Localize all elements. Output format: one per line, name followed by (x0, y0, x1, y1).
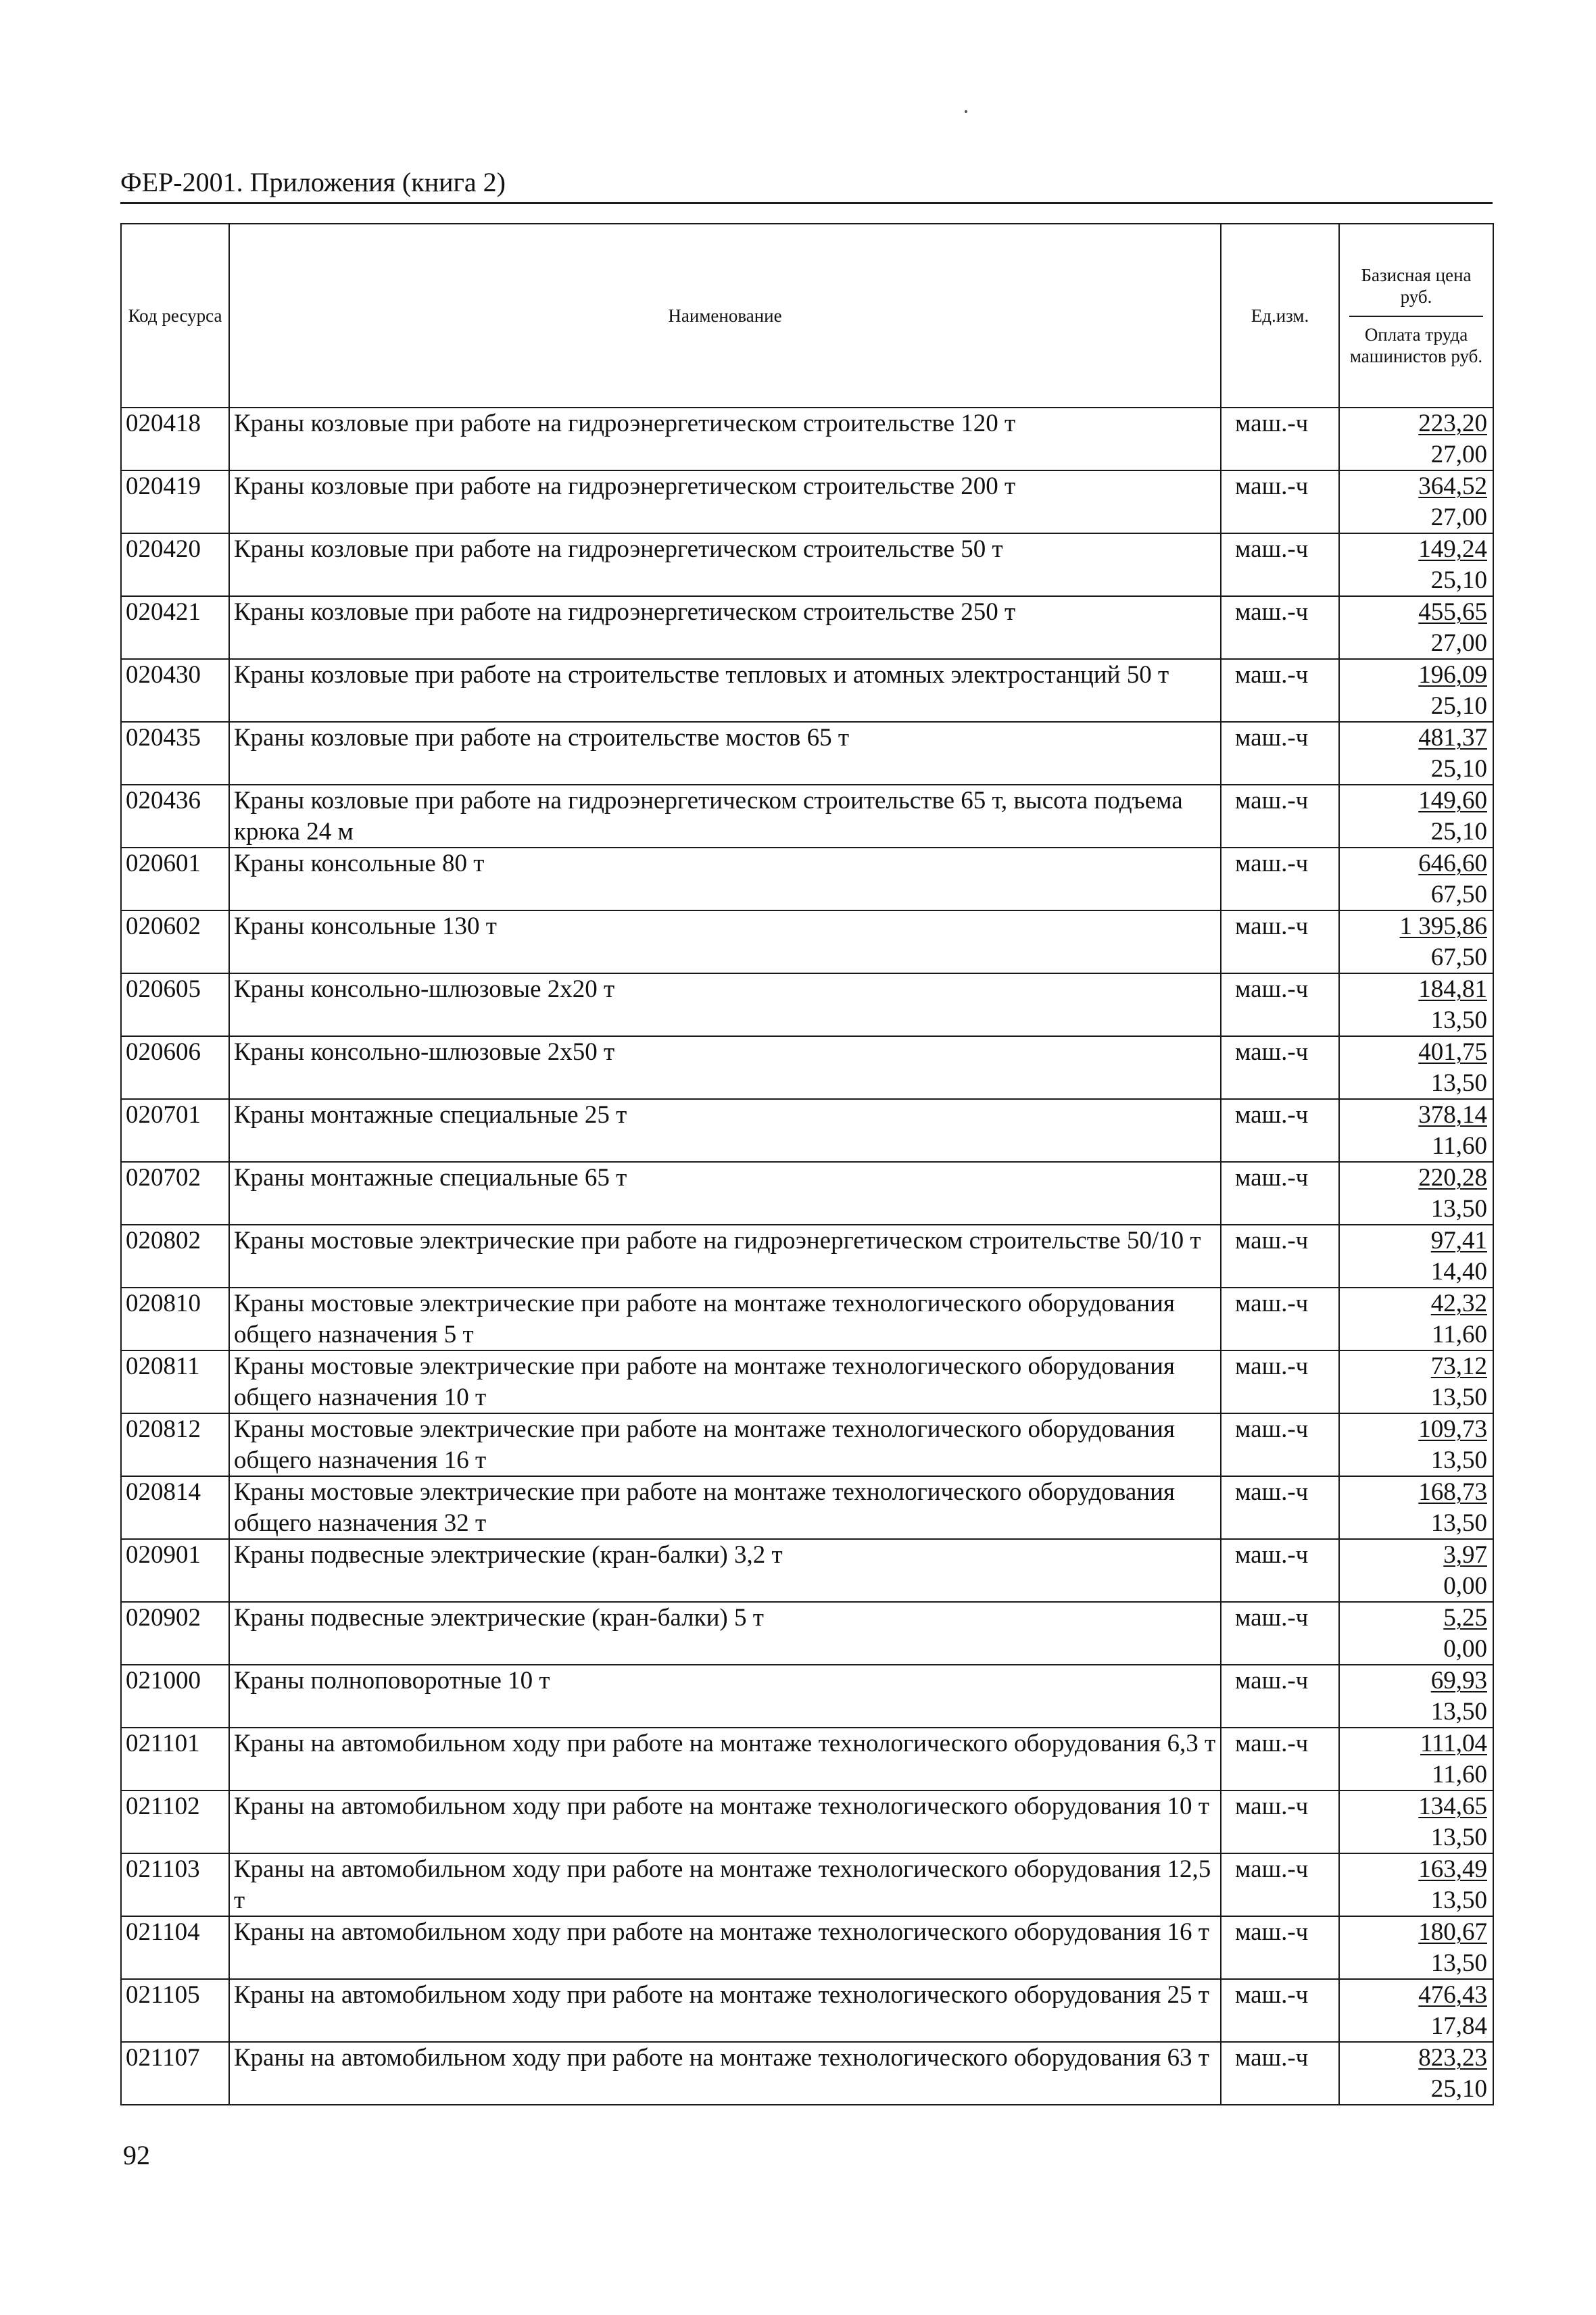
price-cell (1339, 533, 1493, 596)
resource-name: Краны мостовые электрические при работе на монтаже технологического оборудования общего назначения 10 т (229, 1350, 1221, 1413)
resource-code: 021105 (121, 1979, 229, 2042)
table-row (121, 1728, 1493, 1790)
operator-wage: 11,60 (1432, 1131, 1487, 1160)
header-price-base: Базисная цена руб. (1349, 264, 1483, 317)
base-price: 109,73 (1418, 1415, 1487, 1443)
table-row (121, 848, 1493, 910)
header-price (1339, 224, 1493, 408)
unit-of-measure: маш.-ч (1221, 1602, 1339, 1665)
resource-code: 020418 (121, 408, 229, 470)
header-unit: Ед.изм. (1221, 224, 1339, 408)
price-table (120, 223, 1494, 2105)
header-name: Наименование (229, 224, 1221, 408)
operator-wage: 25,10 (1430, 817, 1487, 846)
resource-code: 020602 (121, 910, 229, 973)
base-price: 149,24 (1418, 535, 1487, 563)
resource-name: Краны консольные 130 т (229, 910, 1221, 973)
operator-wage: 13,50 (1430, 1697, 1487, 1726)
table-row (121, 722, 1493, 785)
price-cell (1339, 1476, 1493, 1539)
table-row (121, 910, 1493, 973)
resource-name: Краны на автомобильном ходу при работе на монтаже технологического оборудования 16 т (229, 1916, 1221, 1979)
base-price: 134,65 (1418, 1793, 1487, 1820)
resource-code: 020605 (121, 973, 229, 1036)
unit-of-measure: маш.-ч (1221, 1476, 1339, 1539)
table-row (121, 1288, 1493, 1350)
operator-wage: 25,10 (1430, 2074, 1487, 2103)
resource-code: 020814 (121, 1476, 229, 1539)
table-row (121, 1413, 1493, 1476)
header-price-labor: Оплата труда машинистов руб. (1349, 324, 1483, 366)
resource-code: 021102 (121, 1790, 229, 1853)
base-price: 364,52 (1418, 472, 1487, 500)
unit-of-measure: маш.-ч (1221, 1853, 1339, 1916)
operator-wage: 25,10 (1430, 691, 1487, 720)
operator-wage: 25,10 (1430, 754, 1487, 783)
resource-name: Краны козловые при работе на гидроэнергетическом строительстве 50 т (229, 533, 1221, 596)
resource-code: 020811 (121, 1350, 229, 1413)
resource-name: Краны козловые при работе на строительстве мостов 65 т (229, 722, 1221, 785)
base-price: 69,93 (1430, 1667, 1487, 1695)
base-price: 163,49 (1418, 1855, 1487, 1883)
operator-wage: 27,00 (1430, 629, 1487, 657)
price-cell (1339, 722, 1493, 785)
unit-of-measure: маш.-ч (1221, 1916, 1339, 1979)
base-price: 378,14 (1418, 1101, 1487, 1129)
unit-of-measure: маш.-ч (1221, 1728, 1339, 1790)
resource-code: 020701 (121, 1099, 229, 1162)
base-price: 646,60 (1418, 850, 1487, 877)
table-body (121, 408, 1493, 2105)
unit-of-measure: маш.-ч (1221, 910, 1339, 973)
base-price: 149,60 (1418, 787, 1487, 814)
unit-of-measure: маш.-ч (1221, 1413, 1339, 1476)
operator-wage: 13,50 (1430, 1383, 1487, 1411)
base-price: 111,04 (1420, 1730, 1487, 1757)
price-cell (1339, 1350, 1493, 1413)
resource-code: 020421 (121, 596, 229, 659)
price-cell (1339, 1602, 1493, 1665)
operator-wage: 13,50 (1430, 1446, 1487, 1474)
table-row (121, 533, 1493, 596)
resource-code: 020802 (121, 1225, 229, 1288)
price-table-container (120, 223, 1493, 2105)
price-cell (1339, 1162, 1493, 1225)
price-cell (1339, 1728, 1493, 1790)
operator-wage: 0,00 (1443, 1634, 1487, 1663)
resource-name: Краны козловые при работе на гидроэнергетическом строительстве 200 т (229, 470, 1221, 533)
table-row (121, 408, 1493, 470)
table-row (121, 659, 1493, 722)
resource-name: Краны полноповоротные 10 т (229, 1665, 1221, 1728)
resource-name: Краны на автомобильном ходу при работе на монтаже технологического оборудования 63 т (229, 2042, 1221, 2105)
resource-name: Краны мостовые электрические при работе на монтаже технологического оборудования общего назначения 32 т (229, 1476, 1221, 1539)
operator-wage: 27,00 (1430, 440, 1487, 468)
resource-code: 020430 (121, 659, 229, 722)
price-cell (1339, 1979, 1493, 2042)
unit-of-measure: маш.-ч (1221, 1665, 1339, 1728)
price-cell (1339, 2042, 1493, 2105)
resource-name: Краны козловые при работе на строительстве тепловых и атомных электростанций 50 т (229, 659, 1221, 722)
unit-of-measure: маш.-ч (1221, 2042, 1339, 2105)
base-price: 42,32 (1430, 1290, 1487, 1317)
unit-of-measure: маш.-ч (1221, 1790, 1339, 1853)
resource-code: 020419 (121, 470, 229, 533)
price-cell (1339, 596, 1493, 659)
operator-wage: 11,60 (1432, 1320, 1487, 1348)
resource-code: 021107 (121, 2042, 229, 2105)
resource-code: 020606 (121, 1036, 229, 1099)
table-row (121, 1476, 1493, 1539)
operator-wage: 17,84 (1430, 2012, 1487, 2040)
price-cell (1339, 1288, 1493, 1350)
operator-wage: 13,50 (1430, 1823, 1487, 1851)
table-row (121, 1225, 1493, 1288)
operator-wage: 13,50 (1430, 1069, 1487, 1097)
unit-of-measure: маш.-ч (1221, 722, 1339, 785)
resource-code: 021104 (121, 1916, 229, 1979)
price-cell (1339, 659, 1493, 722)
operator-wage: 67,50 (1430, 880, 1487, 908)
operator-wage: 13,50 (1430, 1949, 1487, 1977)
resource-name: Краны на автомобильном ходу при работе на монтаже технологического оборудования 12,5 т (229, 1853, 1221, 1916)
table-row (121, 1350, 1493, 1413)
base-price: 97,41 (1430, 1227, 1487, 1254)
table-header-row (121, 224, 1493, 408)
resource-name: Краны консольные 80 т (229, 848, 1221, 910)
resource-name: Краны козловые при работе на гидроэнергетическом строительстве 65 т, высота подъема крюка 24 м (229, 785, 1221, 848)
operator-wage: 27,00 (1430, 503, 1487, 531)
resource-code: 020436 (121, 785, 229, 848)
resource-name: Краны монтажные специальные 25 т (229, 1099, 1221, 1162)
resource-name: Краны подвесные электрические (кран-балки) 3,2 т (229, 1539, 1221, 1602)
resource-code: 020901 (121, 1539, 229, 1602)
unit-of-measure: маш.-ч (1221, 1288, 1339, 1350)
table-row (121, 2042, 1493, 2105)
unit-of-measure: маш.-ч (1221, 785, 1339, 848)
price-cell (1339, 1665, 1493, 1728)
operator-wage: 13,50 (1430, 1886, 1487, 1914)
price-cell (1339, 1853, 1493, 1916)
price-cell (1339, 470, 1493, 533)
operator-wage: 14,40 (1430, 1257, 1487, 1286)
operator-wage: 13,50 (1430, 1509, 1487, 1537)
resource-name: Краны мостовые электрические при работе на монтаже технологического оборудования общего назначения 16 т (229, 1413, 1221, 1476)
price-cell (1339, 848, 1493, 910)
base-price: 823,23 (1418, 2044, 1487, 2072)
resource-name: Краны монтажные специальные 65 т (229, 1162, 1221, 1225)
resource-name: Краны подвесные электрические (кран-балки) 5 т (229, 1602, 1221, 1665)
resource-name: Краны козловые при работе на гидроэнергетическом строительстве 120 т (229, 408, 1221, 470)
unit-of-measure: маш.-ч (1221, 470, 1339, 533)
unit-of-measure: маш.-ч (1221, 1036, 1339, 1099)
header-code: Код ресурса (121, 224, 229, 408)
resource-name: Краны консольно-шлюзовые 2х50 т (229, 1036, 1221, 1099)
price-cell (1339, 1916, 1493, 1979)
base-price: 168,73 (1418, 1478, 1487, 1506)
resource-code: 021101 (121, 1728, 229, 1790)
price-cell (1339, 1225, 1493, 1288)
table-row (121, 785, 1493, 848)
operator-wage: 13,50 (1430, 1194, 1487, 1223)
base-price: 220,28 (1418, 1164, 1487, 1192)
table-row (121, 470, 1493, 533)
table-row (121, 1099, 1493, 1162)
resource-code: 020812 (121, 1413, 229, 1476)
base-price: 476,43 (1418, 1981, 1487, 2009)
unit-of-measure: маш.-ч (1221, 1539, 1339, 1602)
table-row (121, 1665, 1493, 1728)
table-row (121, 1979, 1493, 2042)
resource-code: 021000 (121, 1665, 229, 1728)
page-number: 92 (123, 2140, 150, 2170)
unit-of-measure: маш.-ч (1221, 408, 1339, 470)
base-price: 73,12 (1430, 1353, 1487, 1380)
resource-name: Краны на автомобильном ходу при работе на монтаже технологического оборудования 25 т (229, 1979, 1221, 2042)
price-cell (1339, 1790, 1493, 1853)
resource-code: 021103 (121, 1853, 229, 1916)
price-cell (1339, 910, 1493, 973)
table-row (121, 1602, 1493, 1665)
unit-of-measure: маш.-ч (1221, 1979, 1339, 2042)
base-price: 180,67 (1418, 1918, 1487, 1946)
resource-name: Краны мостовые электрические при работе на монтаже технологического оборудования общего назначения 5 т (229, 1288, 1221, 1350)
unit-of-measure: маш.-ч (1221, 848, 1339, 910)
scan-speck (965, 110, 967, 113)
table-row (121, 1162, 1493, 1225)
base-price: 481,37 (1418, 724, 1487, 752)
table-row (121, 1853, 1493, 1916)
base-price: 401,75 (1418, 1038, 1487, 1066)
unit-of-measure: маш.-ч (1221, 659, 1339, 722)
resource-code: 020420 (121, 533, 229, 596)
base-price: 1 395,86 (1399, 912, 1487, 940)
table-row (121, 1790, 1493, 1853)
operator-wage: 67,50 (1430, 943, 1487, 971)
resource-name: Краны мостовые электрические при работе на гидроэнергетическом строительстве 50/10 т (229, 1225, 1221, 1288)
base-price: 455,65 (1418, 598, 1487, 626)
price-cell (1339, 973, 1493, 1036)
resource-code: 020435 (121, 722, 229, 785)
unit-of-measure: маш.-ч (1221, 973, 1339, 1036)
base-price: 5,25 (1443, 1604, 1487, 1632)
page-title: ФЕР-2001. Приложения (книга 2) (120, 166, 1493, 204)
resource-code: 020810 (121, 1288, 229, 1350)
resource-code: 020902 (121, 1602, 229, 1665)
table-row (121, 1916, 1493, 1979)
operator-wage: 25,10 (1430, 566, 1487, 594)
base-price: 184,81 (1418, 975, 1487, 1003)
unit-of-measure: маш.-ч (1221, 1350, 1339, 1413)
resource-code: 020702 (121, 1162, 229, 1225)
unit-of-measure: маш.-ч (1221, 596, 1339, 659)
base-price: 223,20 (1418, 410, 1487, 437)
price-cell (1339, 785, 1493, 848)
resource-name: Краны на автомобильном ходу при работе на монтаже технологического оборудования 10 т (229, 1790, 1221, 1853)
resource-code: 020601 (121, 848, 229, 910)
unit-of-measure: маш.-ч (1221, 1162, 1339, 1225)
unit-of-measure: маш.-ч (1221, 1099, 1339, 1162)
unit-of-measure: маш.-ч (1221, 1225, 1339, 1288)
resource-name: Краны на автомобильном ходу при работе на монтаже технологического оборудования 6,3 т (229, 1728, 1221, 1790)
price-cell (1339, 1413, 1493, 1476)
unit-of-measure: маш.-ч (1221, 533, 1339, 596)
base-price: 3,97 (1443, 1541, 1487, 1569)
resource-name: Краны консольно-шлюзовые 2х20 т (229, 973, 1221, 1036)
price-cell (1339, 408, 1493, 470)
base-price: 196,09 (1418, 661, 1487, 689)
resource-name: Краны козловые при работе на гидроэнергетическом строительстве 250 т (229, 596, 1221, 659)
price-cell (1339, 1539, 1493, 1602)
operator-wage: 13,50 (1430, 1006, 1487, 1034)
operator-wage: 0,00 (1443, 1571, 1487, 1600)
price-cell (1339, 1099, 1493, 1162)
table-row (121, 973, 1493, 1036)
table-row (121, 596, 1493, 659)
operator-wage: 11,60 (1432, 1760, 1487, 1788)
price-cell (1339, 1036, 1493, 1099)
table-row (121, 1036, 1493, 1099)
table-row (121, 1539, 1493, 1602)
